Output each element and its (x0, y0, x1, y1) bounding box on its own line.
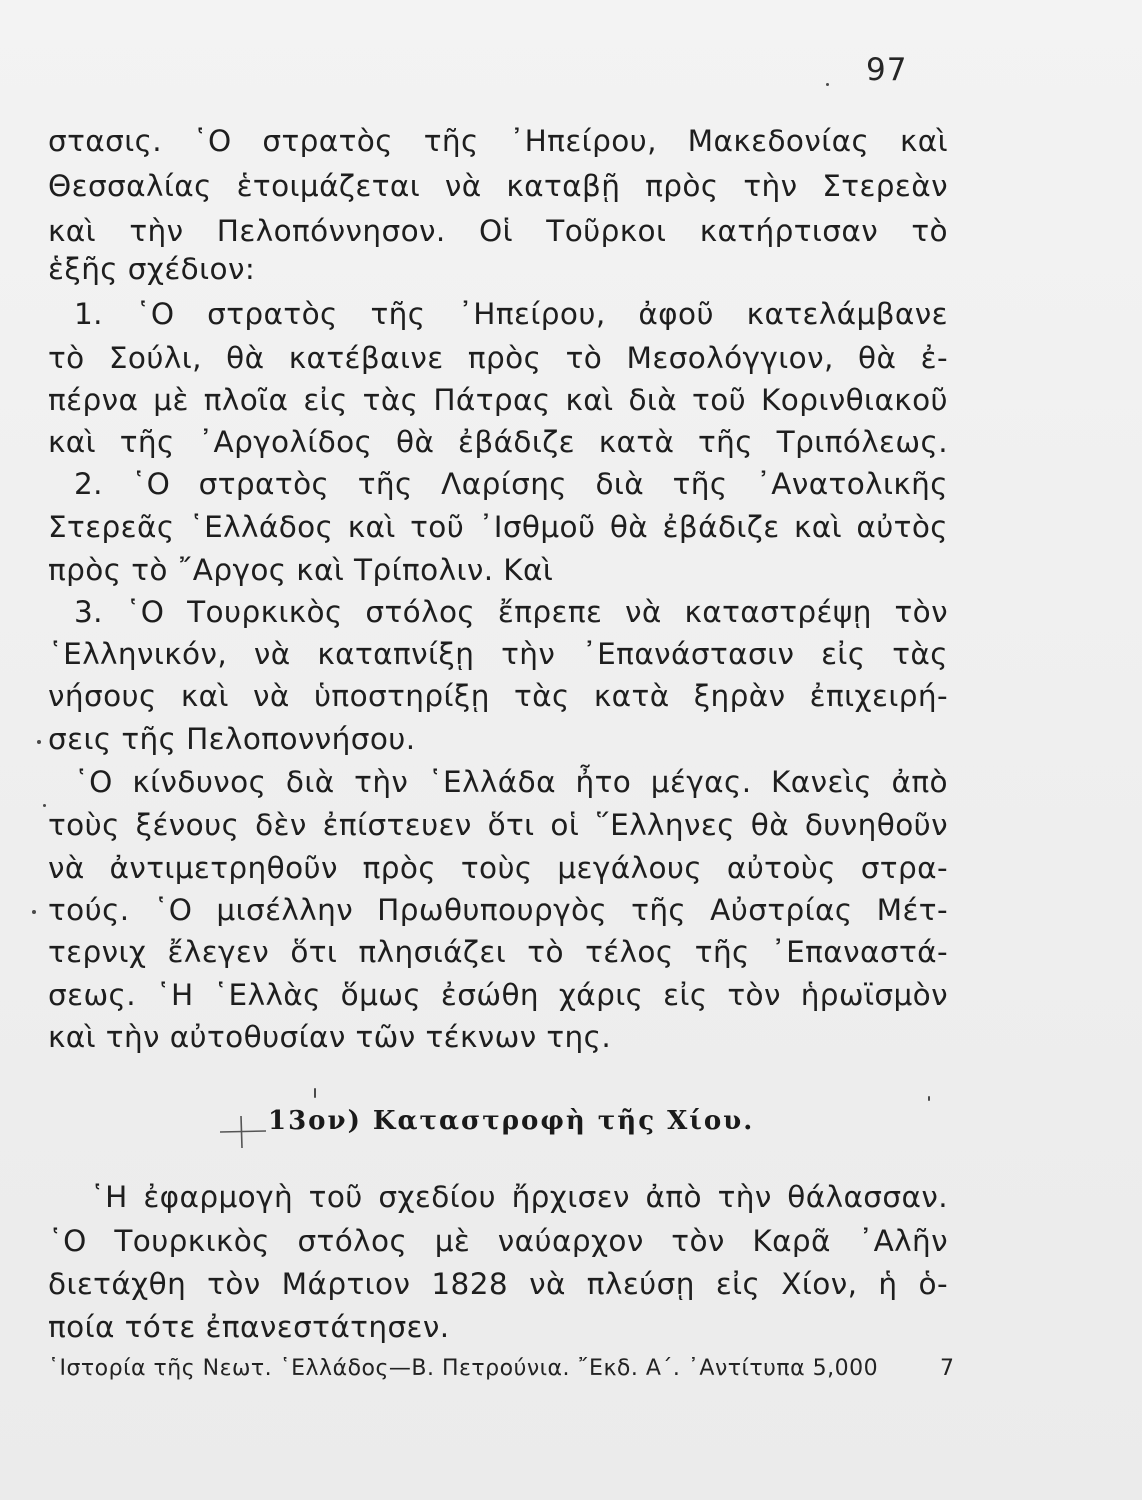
text-line: διετάχθη τὸν Μάρτιον 1828 νὰ πλεύσῃ εἰς Χίον, ἡ ὁ- (48, 1267, 948, 1301)
text-line: τοὺς ξένους δὲν ἐπίστευεν ὅτι οἱ ῞Ελληνες θὰ δυνηθοῦν (48, 808, 948, 842)
text-line: καὶ τὴν αὐτοθυσίαν τῶν τέκνων της. (48, 1020, 612, 1054)
text-line: τερνιχ ἔλεγεν ὅτι πλησιάζει τὸ τέλος τῆς ᾽Επαναστά- (48, 935, 948, 969)
scan-speck (37, 740, 41, 744)
text-line: πρὸς τὸ ῎Αργος καὶ Τρίπολιν. Καὶ (48, 553, 554, 587)
scan-speck (826, 83, 829, 86)
page-number: 97 (866, 52, 908, 88)
text-line: Στερεᾶς ῾Ελλάδος καὶ τοῦ ᾽Ισθμοῦ θὰ ἐβάδιζε καὶ αὐτὸς (48, 510, 948, 544)
text-line: τούς. ῾Ο μισέλλην Πρωθυπουργὸς τῆς Αὐστρίας Μέτ- (48, 893, 948, 927)
text-line: νὰ ἀντιμετρηθοῦν πρὸς τοὺς μεγάλους αὐτοὺς στρα- (48, 851, 948, 885)
page-footer: ῾Ιστορία τῆς Νεωτ. ῾Ελλάδος—Β. Πετρούνια. ῎Εκδ. Α΄. ᾽Αντίτυπα 5,000 (48, 1356, 879, 1381)
text-line: στασις. ῾Ο στρατὸς τῆς ᾽Ηπείρου, Μακεδονίας καὶ (48, 124, 948, 158)
scan-speck (32, 910, 36, 914)
text-line: σεως. ῾Η ῾Ελλὰς ὅμως ἐσώθη χάρις εἰς τὸν ἡρωϊσμὸν (48, 978, 948, 1012)
text-line: τὸ Σούλι, θὰ κατέβαινε πρὸς τὸ Μεσολόγγιον, θὰ ἐ- (48, 341, 948, 375)
text-line: νήσους καὶ νὰ ὑποστηρίξῃ τὰς κατὰ ξηρὰν ἐπιχειρή- (48, 679, 948, 713)
text-line: ῾Ελληνικόν, νὰ καταπνίξῃ τὴν ᾽Επανάστασιν εἰς τὰς (48, 637, 948, 671)
text-line: πέρνα μὲ πλοῖα εἰς τὰς Πάτρας καὶ διὰ τοῦ Κορινθιακοῦ (48, 383, 948, 417)
text-line: σεις τῆς Πελοποννήσου. (48, 722, 416, 756)
list-item-3: 3. ῾Ο Τουρκικὸς στόλος ἔπρεπε νὰ καταστρέψῃ τὸν (74, 595, 948, 629)
text-line: ποία τότε ἐπανεστάτησεν. (48, 1310, 450, 1344)
list-item-1: 1. ῾Ο στρατὸς τῆς ᾽Ηπείρου, ἀφοῦ κατελάμβανε (74, 297, 948, 331)
paragraph-start: ῾Ο κίνδυνος διὰ τὴν ῾Ελλάδα ἦτο μέγας. Κανεὶς ἀπὸ (74, 765, 948, 799)
handwritten-cross-mark (218, 1110, 268, 1150)
paragraph-start: ῾Η ἐφαρμογὴ τοῦ σχεδίου ἤρχισεν ἀπὸ τὴν θάλασσαν. (90, 1180, 948, 1214)
scan-speck (314, 1088, 316, 1098)
scan-speck (928, 1096, 930, 1101)
text-line: ῾Ο Τουρκικὸς στόλος μὲ ναύαρχον τὸν Καρᾶ ᾽Αλῆν (48, 1224, 948, 1258)
text-line: καὶ τὴν Πελοπόννησον. Οἱ Τοῦρκοι κατήρτισαν τὸ (48, 214, 948, 248)
text-line: καὶ τῆς ᾽Αργολίδος θὰ ἐβάδιζε κατὰ τῆς Τριπόλεως. (48, 425, 948, 459)
signature-mark: 7 (940, 1356, 955, 1381)
section-heading: 13ον) Καταστροφὴ τῆς Χίου. (268, 1106, 755, 1136)
text-line: Θεσσαλίας ἑτοιμάζεται νὰ καταβῇ πρὸς τὴν Στερεὰν (48, 169, 948, 203)
text-line: ἑξῆς σχέδιον: (48, 252, 256, 286)
list-item-2: 2. ῾Ο στρατὸς τῆς Λαρίσης διὰ τῆς ᾽Ανατολικῆς (74, 467, 948, 501)
scan-speck (43, 804, 46, 807)
